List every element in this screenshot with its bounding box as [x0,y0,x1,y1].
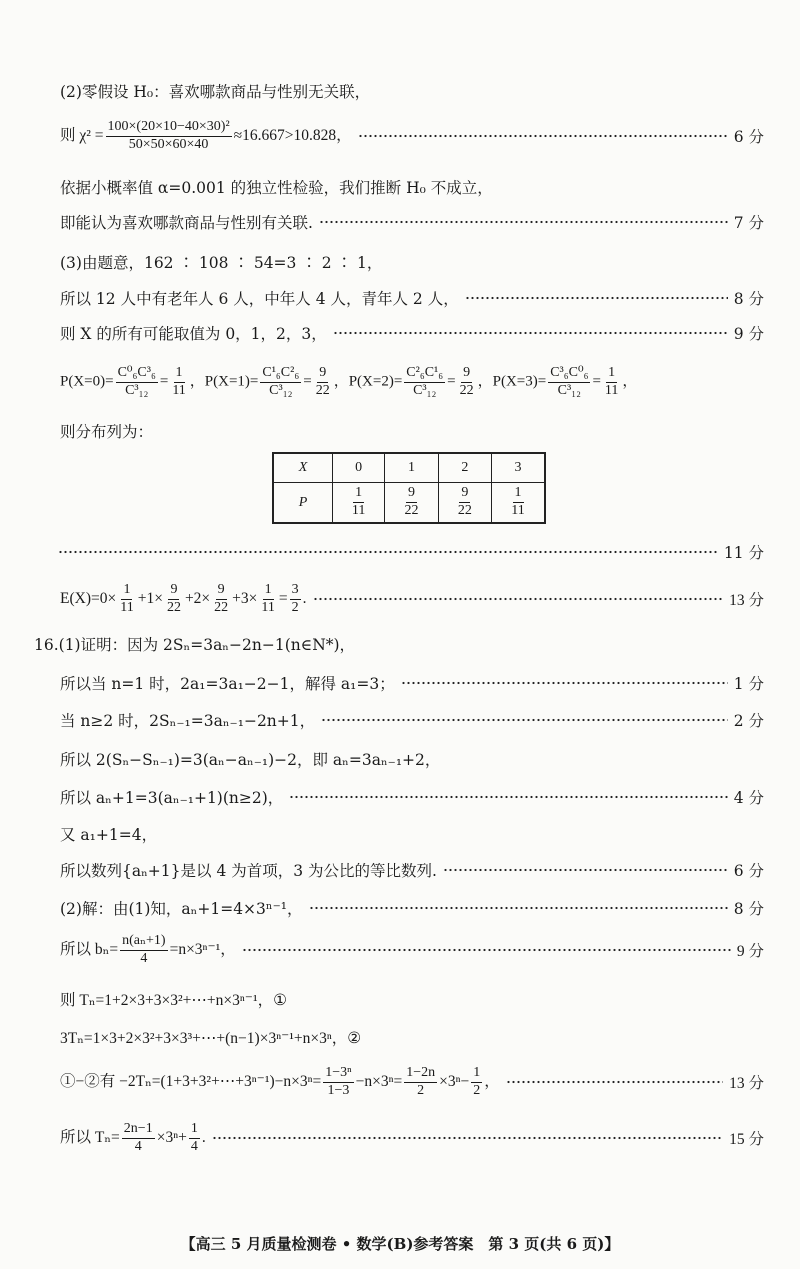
line-values: 则 X 的所有可能取值为 0，1，2，3， 9 分 [60,322,764,344]
score: 8 分 [733,290,764,308]
score: 6 分 [733,862,764,880]
dot-leader [309,906,728,910]
table-cell: 2 [438,453,491,483]
dot-leader [319,220,728,224]
line-a1: 又 a₁+1=4， [60,826,158,844]
line-probabilities: P(X=0)= $\frac{\text{C⁰₆C³₆}}{\text{C³₁₂}}$ = $\frac{1}{11}$ ，P(X=1)= $\frac{\text{C¹₆C²₆}}{\text{C³₁₂}}$ = $\frac{9}{22}$ ，P(X=2)= $\frac{\text{C²₆C¹₆}}{\text{C³₁₂}}$ = $\frac{9}{22}$ ，P(X=3)= $\frac{\text{C³₆C⁰₆}}{\text{C³₁₂}}$ = $\frac{1}{11}$ ， [60,364,638,398]
score: 1 分 [733,675,764,693]
score: 7 分 [733,214,764,232]
dot-leader [401,681,728,685]
dot-leader [333,331,728,335]
line-sampling: 所以 12 人中有老年人 6 人，中年人 4 人，青年人 2 人， 8 分 [60,287,764,309]
line-recurrence: 所以 2(Sₙ−Sₙ₋₁)=3(aₙ−aₙ₋₁)−2，即 aₙ=3aₙ₋₁+2， [60,751,441,769]
line-final: 所以 Tₙ= $\frac{2n-1}{4}$ ×3ⁿ+ $\frac{1}{4}$ . 15 分 [60,1120,764,1154]
line-part2: (2)解：由(1)知，aₙ+1=4×3ⁿ⁻¹， 8 分 [60,897,764,919]
score: 11 分 [723,544,764,562]
dot-leader [506,1080,723,1084]
line-chi-square: 则 χ² = $\frac{\text{100×(20×10−40×30)²}}{50\times 50\times 60\times 40}$ ≈16.667>10.828， 6 分 [60,118,764,152]
table-row [273,453,545,483]
table-cell: 0 [333,453,385,483]
table-row-label: P [273,483,333,524]
dot-leader [313,597,724,601]
dot-leader [443,868,728,872]
dot-leader [242,948,731,952]
distribution-table [272,452,546,524]
line-bn: 所以 bₙ= $\frac{\text{n(aₙ+1)}}{4}$ =n×3ⁿ⁻¹， 9 分 [60,932,764,966]
line-expectation: E(X)=0× $\frac{1}{11}$ +1× $\frac{9}{22}$ +2× $\frac{9}{22}$ +3× $\frac{1}{11}$ = $\frac{3}{2}$ . 13 分 [60,581,764,615]
line-independence-test: 依据小概率值 α=0.001 的独立性检验，我们推断 H₀ 不成立， [60,179,493,197]
dot-leader [212,1136,723,1140]
score: 2 分 [733,712,764,730]
score: 9 分 [736,943,764,960]
line-n2: 当 n≥2 时，2Sₙ₋₁=3aₙ₋₁−2n+1， 2 分 [60,709,764,731]
line-distribution-intro: 则分布列为： [60,423,154,441]
dot-leader [465,296,728,300]
score: 6 分 [733,128,764,146]
table-cell: $\frac{1}{11}$ [492,483,545,524]
line-table-score [58,541,764,563]
table-cell: 1 [385,453,438,483]
dot-leader [289,795,727,799]
table-cell: $\frac{9}{22}$ [438,483,491,524]
score: 9 分 [733,325,764,343]
dot-leader [358,134,728,138]
table-cell: $\frac{1}{11}$ [333,483,385,524]
line-sequence-conclusion: 所以数列{aₙ+1}是以 4 为首项，3 为公比的等比数列. 6 分 [60,859,764,881]
score: 13 分 [729,1075,764,1092]
line-ratio: (3)由题意，162 ∶ 108 ∶ 54=3 ∶ 2 ∶ 1， [60,254,383,272]
score: 13 分 [729,592,764,609]
chi-square-fraction: $\frac{\text{100×(20×10−40×30)²}}{50\times 50\times 60\times 40}$ [107,118,230,152]
line-geometric: 所以 aₙ+1=3(aₙ₋₁+1)(n≥2)， 4 分 [60,786,764,808]
table-cell: 3 [492,453,545,483]
dot-leader [58,550,718,554]
page-footer: 【高三 5 月质量检测卷 • 数学(B)参考答案 第 3 页(共 6 页)】 [180,1235,620,1253]
table-header-label: X [273,453,333,483]
table-row [273,483,545,524]
dot-leader [321,718,728,722]
table-cell: $\frac{9}{22}$ [385,483,438,524]
line-subtract: ①−②有 −2Tₙ=(1+3+3²+⋯+3ⁿ⁻¹)−n×3ⁿ= $\frac{\text{1−3ⁿ}}{1-3}$ −n×3ⁿ= $\frac{1-2n}{2}$ ×3ⁿ− $\frac{1}{2}$ ， 13 分 [60,1064,764,1098]
score: 8 分 [733,900,764,918]
line-tn: 则 Tₙ=1+2×3+3×3²+⋯+n×3ⁿ⁻¹，① [60,992,287,1009]
line-3tn: 3Tₙ=1×3+2×3²+3×3³+⋯+(n−1)×3ⁿ⁻¹+n×3ⁿ，② [60,1030,362,1047]
score: 15 分 [729,1131,764,1148]
score: 4 分 [733,789,764,807]
line-problem-16: 16.(1)证明：因为 2Sₙ=3aₙ−2n−1(n∈N*)， [34,636,356,654]
line-conclusion: 即能认为喜欢哪款商品与性别有关联. 7 分 [60,211,764,233]
line-n1: 所以当 n=1 时，2a₁=3a₁−2−1，解得 a₁=3； 1 分 [60,672,764,694]
line-hypothesis: (2)零假设 H₀：喜欢哪款商品与性别无关联， [60,83,371,101]
